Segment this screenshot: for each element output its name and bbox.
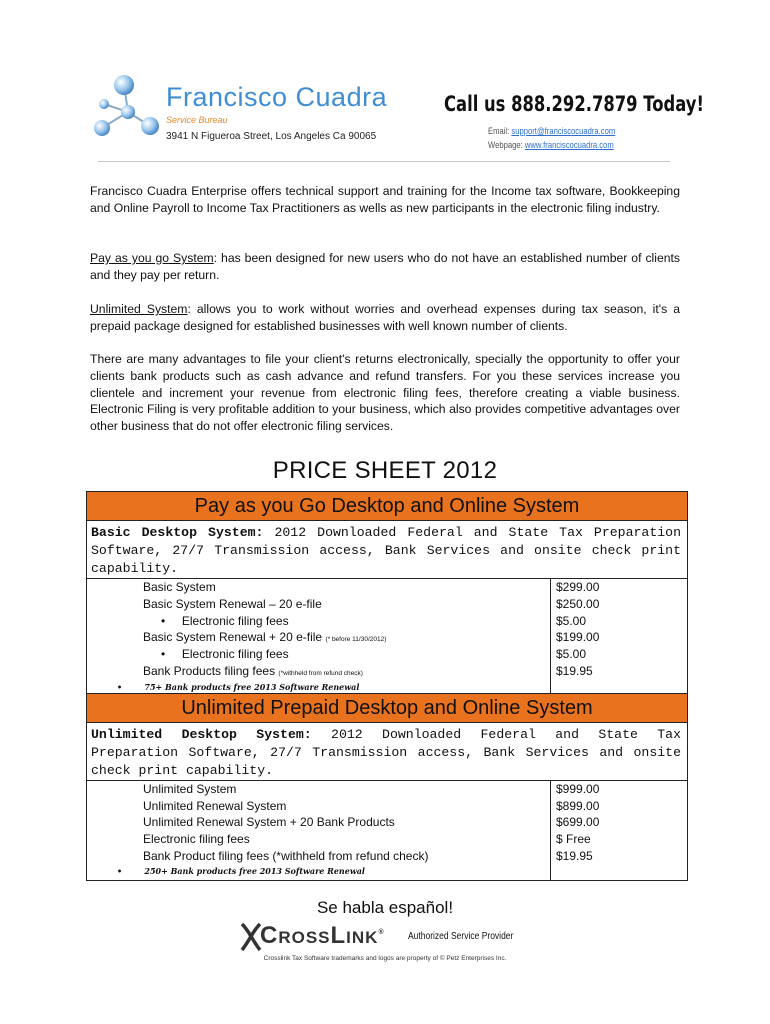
email-link[interactable]: support@franciscocuadra.com [511,126,616,136]
price-item: Bank Product filing fees (*withheld from refund check) [143,849,429,863]
price-column-divider [550,780,551,880]
unlimited-term: Unlimited System [90,302,188,316]
section-description [91,524,681,578]
price-table [86,491,688,881]
section-heading-pay-as-you-go: Pay as you Go Desktop and Online System [87,492,687,521]
price-value: $299.00 [556,580,600,594]
crosslink-logo-text: CrossLink® [260,922,385,949]
call-us-heading: Call us 888.292.7879 Today! [444,92,704,116]
price-value: $19.95 [556,664,593,678]
price-sub-item: • Electronic filing fees [161,647,289,661]
price-value: $19.95 [556,849,593,863]
pay-as-you-go-paragraph [90,250,680,284]
price-item: Electronic filing fees [143,832,250,846]
price-item: Basic System Renewal – 20 e-file [143,597,322,611]
pay-as-you-go-text: : has been designed for new users who do not have an established number of clients and they pay per return. [90,251,680,282]
price-value: $250.00 [556,597,600,611]
header-divider [98,161,670,162]
promo-note: • 250+ Bank products free 2013 Software Renewal [117,866,365,876]
system-name: Basic Desktop System: [91,525,264,540]
intro-paragraph: Francisco Cuadra Enterprise offers technical support and training for the Income tax software, Bookkeeping and Online Payroll to Income Tax Practitioners as wells as new participants in the electronic filing industry. [90,184,680,215]
webpage-link[interactable]: www.franciscocuadra.com [524,140,614,150]
price-value: $5.00 [556,614,587,628]
email-label: Email: [488,126,510,136]
company-address: 3941 N Figueroa Street, Los Angeles Ca 90065 [166,131,377,142]
spanish-spoken-note: Se habla español! [316,898,454,917]
price-value: $699.00 [556,815,600,829]
price-value: $999.00 [556,782,600,796]
advantages-paragraph: There are many advantages to file your client's returns electronically, specially the opportunity to offer your clients bank products such as cash advance and refund transfers. For you these services increase you clientele and increment your revenue from electronic filing fees, therefore creating a viable business. Electronic Filing is very profitable addition to your business, which also provides competitive advantages over other business that do not offer electronic filing services. [90,352,680,434]
authorized-provider-label: Authorized Service Provider [408,931,514,942]
section-heading-unlimited: Unlimited Prepaid Desktop and Online System [87,694,687,723]
price-item: Bank Products filing fees (*withheld from refund check) [143,664,363,678]
webpage-label: Webpage: [488,140,523,150]
promo-note: • 75+ Bank products free 2013 Software Renewal [117,682,360,692]
unlimited-text: : allows you to work without worries and overhead expenses during tax season, it's a prepaid package designed for established businesses with well known number of clients. [90,302,680,333]
price-value: $5.00 [556,647,587,661]
service-bureau-label: Service Bureau [166,115,228,125]
system-description: 2012 Downloaded Federal and State Tax Preparation Software, 27/7 Transmission access, Bank Services and onsite check print capability. [91,727,681,778]
price-item: Unlimited System [143,782,237,796]
price-item: Unlimited Renewal System + 20 Bank Products [143,815,395,829]
price-item: Unlimited Renewal System [143,799,287,813]
price-column-divider [550,578,551,693]
price-value: $ Free [556,832,591,846]
pay-as-you-go-term: Pay as you go System [90,251,214,265]
price-sub-item: • Electronic filing fees [161,614,289,628]
section-description [91,726,681,780]
molecule-logo-icon [88,70,168,154]
price-sheet-title: PRICE SHEET 2012 [272,457,498,484]
unlimited-paragraph [90,301,680,335]
company-name: Francisco Cuadra [166,82,388,112]
price-value: $899.00 [556,799,600,813]
system-name: Unlimited Desktop System: [91,727,312,742]
contact-info [488,124,615,152]
price-item: Basic System Renewal + 20 e-file (* before 11/30/2012) [143,630,387,644]
price-item: Basic System [143,580,216,594]
price-value: $199.00 [556,630,600,644]
system-description: 2012 Downloaded Federal and State Tax Preparation Software, 27/7 Transmission access, Bank Services and onsite check print capability. [91,525,681,576]
trademark-note: Crosslink Tax Software trademarks and logos are property of © Petz Enterprises Inc. [263,955,507,962]
